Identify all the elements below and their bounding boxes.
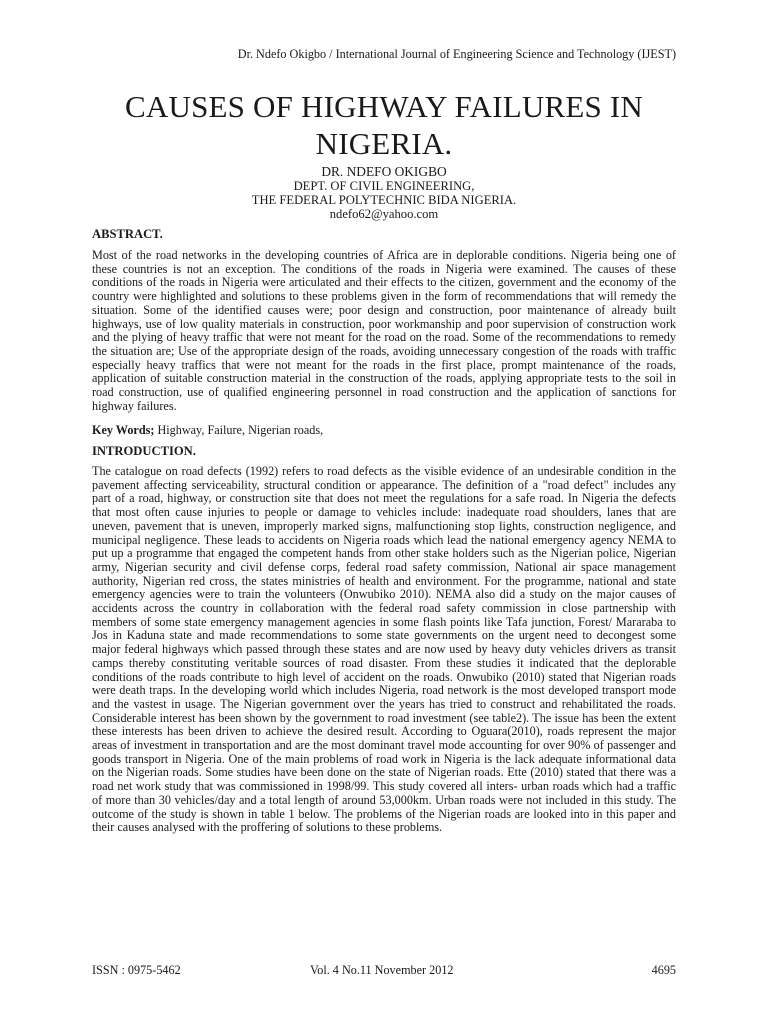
author-name: DR. NDEFO OKIGBO xyxy=(321,164,447,179)
keywords-text: Highway, Failure, Nigerian roads, xyxy=(154,423,324,437)
author-department: DEPT. OF CIVIL ENGINEERING, xyxy=(293,179,475,193)
introduction-heading: INTRODUCTION. xyxy=(92,444,196,458)
author-email: ndefo62@yahoo.com xyxy=(329,207,439,222)
keywords-label: Key Words; xyxy=(92,423,155,437)
paper-title: CAUSES OF HIGHWAY FAILURES IN NIGERIA. xyxy=(125,89,643,161)
footer-issn: ISSN : 0975-5462 xyxy=(92,963,181,977)
author-block xyxy=(84,164,684,222)
abstract-heading: ABSTRACT. xyxy=(92,227,163,241)
keywords-line xyxy=(92,424,676,438)
footer-page-number: 4695 xyxy=(651,963,676,977)
running-header: Dr. Ndefo Okigbo / International Journal of Engineering Science and Technology (IJEST) xyxy=(237,47,676,61)
abstract-text: Most of the road networks in the developing countries of Africa are in deplorable conditions. Nigeria being one of these countries is not an exception. The conditions of the roads in Nigeria were examined. The causes of these conditions of the roads in Nigeria were articulated and their effects to the citizen, government and the economy of the country were highlighted and solutions to these problems given in the form of recommendations that will remedy the situation. Some of the identified causes were; poor design and construction, poor maintenance of already built highways, use of low quality materials in construction, poor workmanship and poor supervision of construction work and the plying of heavy traffic that were not meant for the road on the road. Some of the recommendations to remedy the situation are; Use of the appropriate design of the roads, avoiding unnecessary congestion of the roads with traffic especially heavy traffics that were not meant for the roads in the first place, prompt maintenance of the roads, application of suitable construction material in the construction of the roads, applying appropriate tests to the soil in road construction, use of qualified engineering personnel in road construction and the application of sanctions for highway failures. xyxy=(92,248,676,413)
introduction-text: The catalogue on road defects (1992) refers to road defects as the visible evidence of an undesirable condition in the pavement affecting serviceability, structural condition or appearance. The definition of a "road defect" includes any part of a road, highway, or construction site that does not meet the regulations for a safe road. In Nigeria the defects that most often cause injuries to people or damage to vehicles include: inadequate road shoulders, lanes that are uneven, pavement that is uneven, improperly marked signs, malfunctioning stop lights, construction negligence, and municipal negligence. These leads to accidents on Nigeria roads which lead the national emergency agency NEMA to put up a programme that engaged the competent hands from other stake holders such as the Nigerian police, Nigerian army, Nigerian security and civil defense corps, federal road safety commission, National air space management authority, Nigerian red cross, the states ministries of health and environment. For the programme, national and state emergency agencies were to train the volunteers (Onwubiko 2010). NEMA also did a study on the major causes of accidents across the country in collaboration with the federal road safety commission in close partnership with members of some state emergency management agencies in some flash points like Tafa junction, Forest/ Mararaba to Jos in Kaduna state and made recommendations to some state governments on the urgent need to decongest some major federal highways which passed through these states and are now used by heavy duty vehicles drivers as transit camps thereby constituting veritable sources of road disaster. From these studies it indicated that the deplorable conditions of the roads contribute to high level of accident on the roads. Onwubiko (2010) stated that Nigerian roads were death traps. In the developing world which includes Nigeria, road network is the most developed transport mode and the vastest in usage. The Nigerian government over the years has tried to construct and rehabilitated the roads. Considerable interest has been shown by the government to road investment (see table2). The issue has been the extent these interests has been driven to achieve the desired result. According to Oguara(2010), roads represent the major areas of investment in transportation and are the most dominant travel mode accounting for over 90% of passenger and goods transport in Nigeria. One of the main problems of road work in Nigeria is the lack adequate informational data on the Nigerian roads. Some studies have been done on the state of Nigerian roads. Ette (2010) stated that there was a road net work study that was commissioned in 1998/99. This study covered all inters- urban roads which had a traffic of more than 30 vehicles/day and a total length of around 53,000km. Urban roads were not included in this study. The outcome of the study is shown in table 1 below. The problems of the Nigerian roads are looked into in this paper and their causes analysed with the proffering of solutions to these problems. xyxy=(92,464,676,835)
author-institution: THE FEDERAL POLYTECHNIC BIDA NIGERIA. xyxy=(251,193,517,208)
footer-volume: Vol. 4 No.11 November 2012 xyxy=(310,963,454,977)
